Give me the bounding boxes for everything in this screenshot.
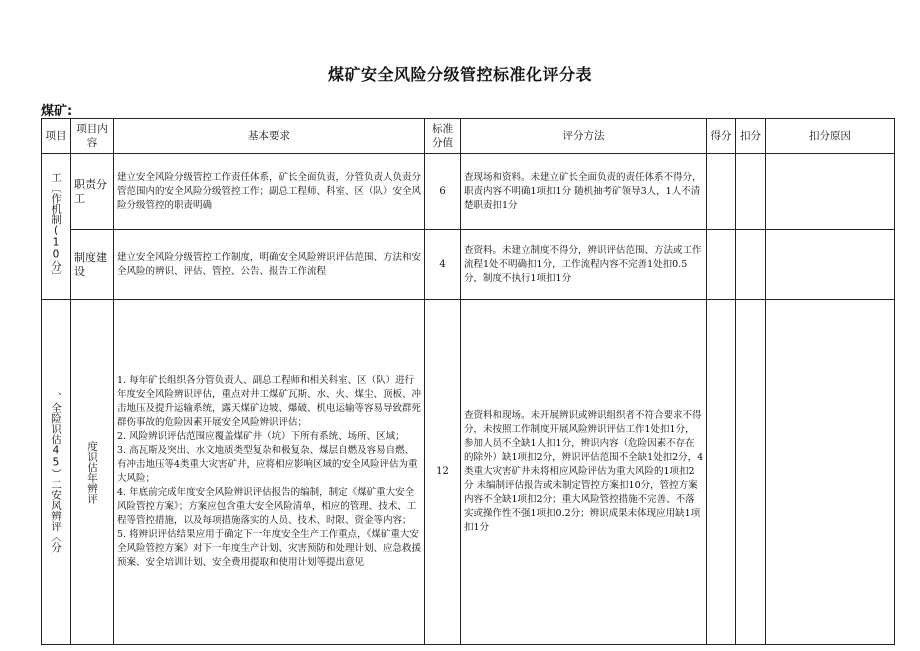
header-item: 项目 bbox=[42, 119, 71, 154]
header-method: 评分方法 bbox=[461, 119, 707, 154]
requirement-line: 5. 将辨识评估结果应用于确定下一年度安全生产工作重点，《煤矿重大安全风险管控方案》对下一年度生产计划、灾害预防和处理计划、应急救援预案、安全培训计划、安全费用提取和使用计划等提出意见 bbox=[117, 529, 422, 568]
gain-cell[interactable] bbox=[707, 300, 736, 645]
row-score: 6 bbox=[425, 154, 461, 230]
row-requirement: 建立安全风险分级管控工作责任体系，矿长全面负责，分管负责人负责分管范围内的安全风险分级管控工作；副总工程师、科室、区（队）安全风险分级管控的职责明确 bbox=[114, 154, 425, 230]
row-content-cell bbox=[71, 300, 114, 645]
row-method: 查资料和现场。未开展辨识或辨识组织者不符合要求不得分，未按照工作制度开展风险辨识评估工作1处扣1分，参加人员不全缺1人扣1分，辨识内容（危险因素不存在的除外）缺1项扣2分，辨识评估范围不全缺1处扣2分，4类重大灾害矿井未将相应风险评估为重大风险的1项扣2分 未编制评估报告或未制定管控方案扣10分，管控方案内容不全缺1项扣2分；重大风险管控措施不完善、不落实或操作性不强1项扣0.2分；辨识成果未体现应用缺1项扣1分 bbox=[461, 300, 707, 645]
row-score: 4 bbox=[425, 230, 461, 300]
table-row bbox=[42, 154, 895, 230]
section-item: 、全险识估45）二安风辨评〈分 bbox=[50, 391, 62, 553]
row-requirement bbox=[114, 300, 425, 645]
header-reason: 扣分原因 bbox=[766, 119, 895, 154]
reason-cell[interactable] bbox=[766, 154, 895, 230]
header-standard: 标准分值 bbox=[425, 119, 461, 154]
requirement-line: 2. 风险辨识评估范围应覆盖煤矿井（坑）下所有系统、场所、区域； bbox=[117, 431, 405, 442]
mine-label: 煤矿: bbox=[41, 104, 73, 119]
table-row bbox=[42, 300, 895, 645]
deduct-cell[interactable] bbox=[736, 300, 766, 645]
section-item-cell bbox=[42, 300, 71, 645]
header-deduct: 扣分 bbox=[736, 119, 766, 154]
row-method: 查资料。未建立制度不得分，辨识评估范围、方法或工作流程1处不明确扣1分，工作流程内容不完善1处扣0.5分，制度不执行1项扣1分 bbox=[461, 230, 707, 300]
gain-cell[interactable] bbox=[707, 230, 736, 300]
header-gain: 得分 bbox=[707, 119, 736, 154]
requirement-line: 4. 年底前完成年度安全风险辨识评估报告的编制，制定《煤矿重大安全风险管控方案》；方案应包含重大安全风险清单，相应的管理、技术、工程等管控措施，以及每项措施落实的人员、技术、时限、资金等内容； bbox=[117, 487, 417, 526]
gain-cell[interactable] bbox=[707, 154, 736, 230]
section-item-cell bbox=[42, 154, 71, 300]
deduct-cell[interactable] bbox=[736, 154, 766, 230]
deduct-cell[interactable] bbox=[736, 230, 766, 300]
row-score: 12 bbox=[425, 300, 461, 645]
reason-cell[interactable] bbox=[766, 300, 895, 645]
row-method: 查现场和资料。未建立矿长全面负责的责任体系不得分，职责内容不明确1项扣1分 随机抽考矿领导3人，1人不清楚职责扣1分 bbox=[461, 154, 707, 230]
requirement-line: 3. 高瓦斯及突出、水文地质类型复杂和极复杂、煤层自燃及容易自燃、有冲击地压等4类重大灾害矿井，应将相应影响区域的安全风险评估为重大风险； bbox=[117, 445, 418, 484]
row-content: 制度建设 bbox=[71, 230, 114, 300]
row-requirement: 建立安全风险分级管控工作制度，明确安全风险辨识评估范围、方法和安全风险的辨识、评估、管控、公告、报告工作流程 bbox=[114, 230, 425, 300]
requirement-line: 1. 每年矿长组织各分管负责人、副总工程师和相关科室、区（队）进行年度安全风险辨识评估，重点对井工煤矿瓦斯、水、火、煤尘、顶板、冲击地压及提升运输系统，露天煤矿边坡、爆破、机电运输等容易导致群死群伤事故的危险因素开展安全风险辨识评估； bbox=[117, 375, 422, 428]
header-content: 项目内容 bbox=[71, 119, 114, 154]
row-content: 度识估年辨评 bbox=[86, 440, 98, 504]
row-content: 职责分工 bbox=[71, 154, 114, 230]
section-item: 工〔作机制(10分〕 bbox=[50, 171, 62, 282]
score-table bbox=[41, 118, 895, 645]
reason-cell[interactable] bbox=[766, 230, 895, 300]
table-row bbox=[42, 230, 895, 300]
header-requirement: 基本要求 bbox=[114, 119, 425, 154]
page-title: 煤矿安全风险分级管控标准化评分表 bbox=[327, 65, 592, 84]
header-row bbox=[42, 119, 895, 154]
